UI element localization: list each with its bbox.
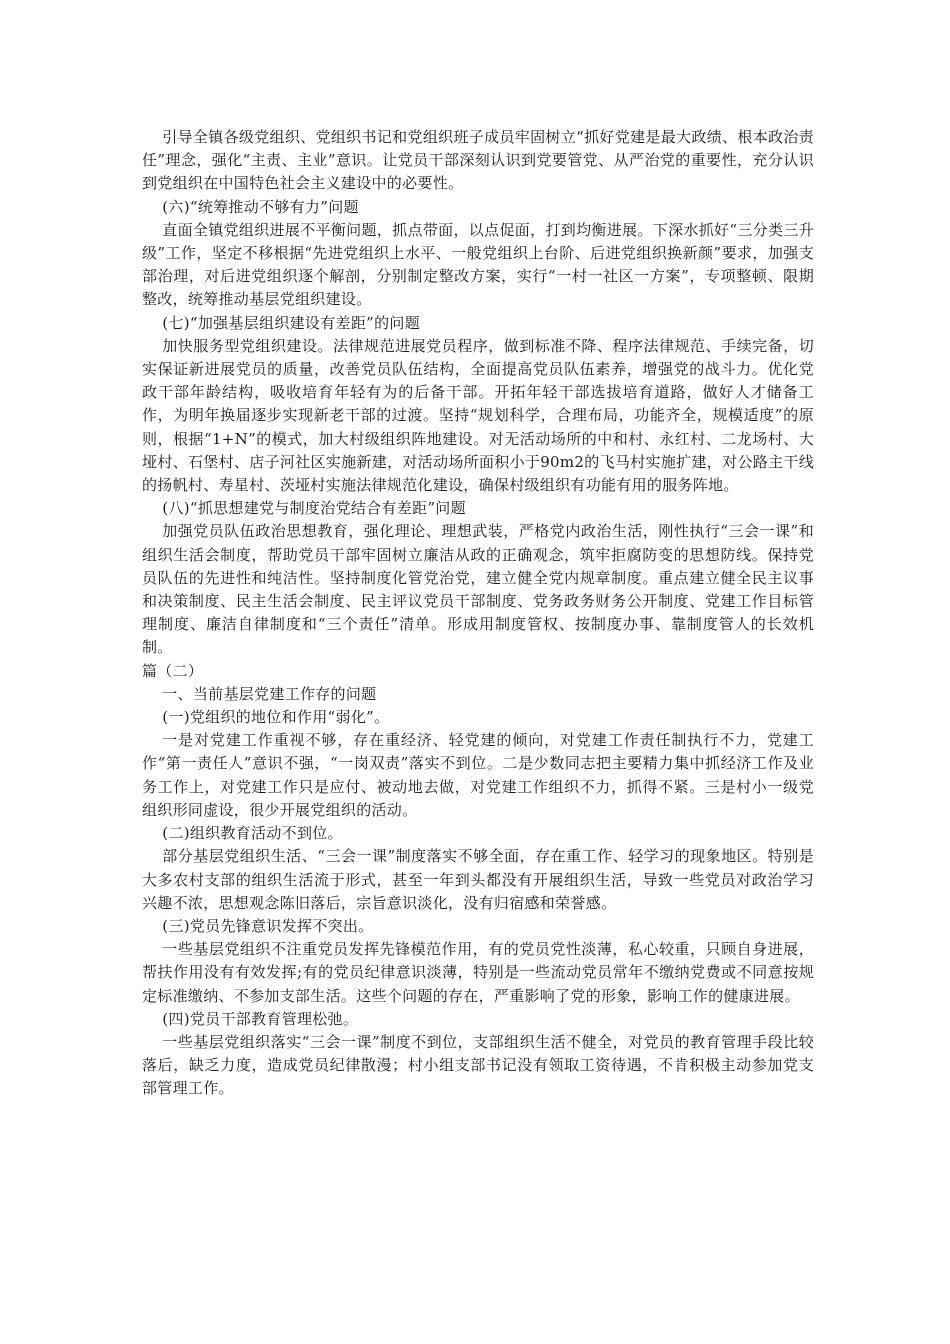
part-title: 篇（二） bbox=[142, 661, 204, 680]
body-paragraph: 部分基层党组织生活、“三会一课”制度落实不够全面，存在重工作、轻学习的现象地区。特别是大多农村支部的组织生活流于形式，甚至一年到头都没有开展组织生活，导致一些党员对政治学习兴趣不浓，思想观念陈旧落后，宗旨意识淡化，没有归宿感和荣誉感。 bbox=[142, 847, 814, 912]
section-heading: (六)“统筹推动不够有力”问题 bbox=[162, 197, 359, 216]
document-body bbox=[142, 126, 814, 1101]
body-paragraph: 加强党员队伍政治思想教育，强化理论、理想武装，严格党内政治生活，刚性执行“三会一课”和组织生活会制度，帮助党员干部牢固树立廉洁从政的正确观念，筑牢拒腐防变的思想防线。保持党员队伍的先进性和纯洁性。坚持制度化管党治党，建立健全党内规章制度。重点建立健全民主议事和决策制度、民主生活会制度、民主评议党员干部制度、党务政务财务公开制度、党建工作目标管理制度、廉洁自律制度和“三个责任”清单。形成用制度管权、按制度办事、靠制度管人的长效机制。 bbox=[142, 522, 814, 657]
section-heading: (七)“加强基层组织建设有差距”的问题 bbox=[162, 313, 420, 332]
section-heading: (一)党组织的地位和作用“弱化”。 bbox=[162, 708, 390, 727]
chapter-heading: 一、当前基层党建工作存的问题 bbox=[162, 684, 377, 703]
section-heading: (四)党员干部教育管理松弛。 bbox=[162, 1009, 359, 1028]
body-paragraph: 加快服务型党组织建设。法律规范进展党员程序，做到标准不降、程序法律规范、手续完备，切实保证新进展党员的质量，改善党员队伍结构，全面提高党员队伍素养，增强党的战斗力。优化党政干部年龄结构，吸收培育年轻有为的后备干部。开拓年轻干部选拔培育道路，做好人才储备工作，为明年换届逐步实现新老干部的过渡。坚持“规划科学，合理布局，功能齐全，规模适度”的原则，根据“1+N”的模式，加大村级组织阵地建设。对无活动场所的中和村、永红村、二龙场村、大垭村、石堡村、店子河社区实施新建，对活动场所面积小于90m2的飞马村实施扩建，对公路主干线的扬帆村、寿星村、茨垭村实施法律规范化建设，确保村级组织有功能有用的服务阵地。 bbox=[142, 336, 814, 495]
section-heading: (二)组织教育活动不到位。 bbox=[162, 824, 343, 843]
body-paragraph: 引导全镇各级党组织、党组织书记和党组织班子成员牢固树立“抓好党建是最大政绩、根本政治责任”理念，强化“主责、主业”意识。让党员干部深刻认识到党要管党、从严治党的重要性，充分认识到党组织在中国特色社会主义建设中的必要性。 bbox=[142, 128, 814, 193]
body-paragraph: 一是对党建工作重视不够，存在重经济、轻党建的倾向，对党建工作责任制执行不力，党建工作“第一责任人”意识不强，“一岗双责”落实不到位。二是少数同志把主要精力集中抓经济工作及业务工作上，对党建工作只是应付、被动地去做，对党建工作组织不力，抓得不紧。三是村小一级党组织形同虚设，很少开展党组织的活动。 bbox=[142, 731, 814, 819]
section-heading: (三)党员先锋意识发挥不突出。 bbox=[162, 916, 374, 935]
body-paragraph: 一些基层党组织不注重党员发挥先锋模范作用，有的党员党性淡薄，私心较重，只顾自身进展，帮扶作用没有有效发挥;有的党员纪律意识淡薄，特别是一些流动党员常年不缴纳党费或不同意按规定标准缴纳、不参加支部生活。这些个问题的存在，严重影响了党的形象，影响工作的健康进展。 bbox=[142, 940, 814, 1005]
body-paragraph: 一些基层党组织落实“三会一课”制度不到位，支部组织生活不健全，对党员的教育管理手段比较落后，缺乏力度，造成党员纪律散漫；村小组支部书记没有领取工资待遇，不肯积极主动参加党支部管理工作。 bbox=[142, 1032, 814, 1098]
section-heading: (八)“抓思想建党与制度治党结合有差距”问题 bbox=[162, 499, 466, 518]
body-paragraph: 直面全镇党组织进展不平衡问题，抓点带面，以点促面，打到均衡进展。下深水抓好“三分类三升级”工作，坚定不移根据“先进党组织上水平、一般党组织上台阶、后进党组织换新颜”要求，加强支部治理，对后进党组织逐个解剖，分别制定整改方案，实行“一村一社区一方案”，专项整顿、限期整改，统筹推动基层党组织建设。 bbox=[142, 220, 814, 309]
